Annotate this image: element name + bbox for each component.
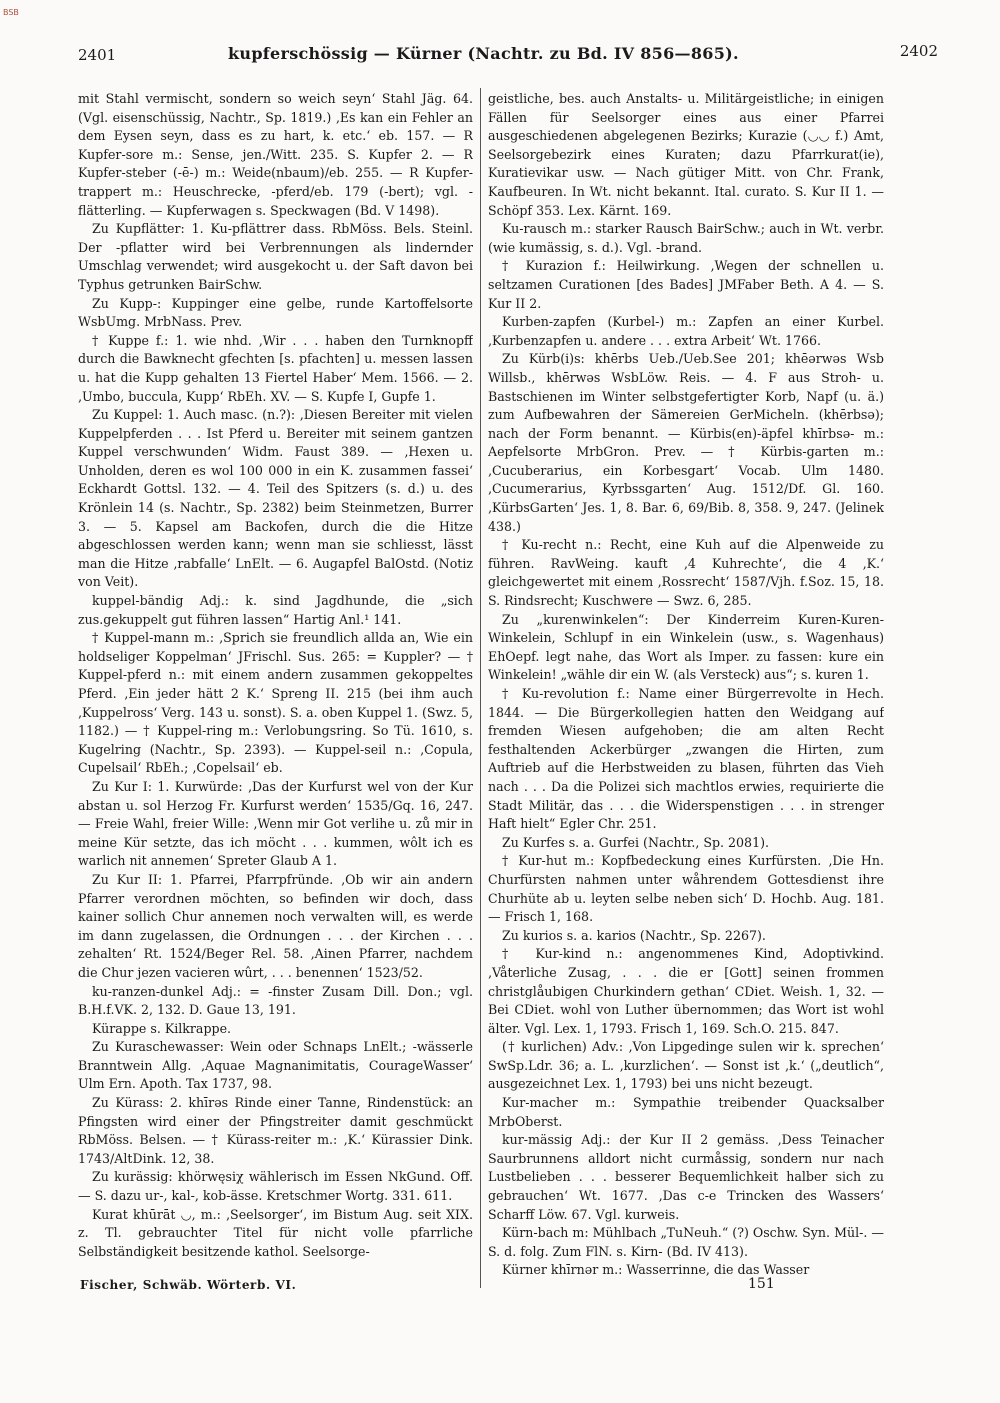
entry-paragraph: Zu kurios s. a. karios (Nachtr., Sp. 2267). [502,927,766,943]
page-header [78,40,938,66]
left-column [78,90,473,1295]
entry-paragraph: † Ku-revolution f.: Name einer Bürgerrevolte in Hech. 1844. — Die Bürgerkollegien hatten den Weidgang auf fremden Wiesen aufgehoben; die am alten Recht festhaltenden Ackerbürger „zwangen die Hirten, zum Auftrieb auf die Herbstweiden zu blasen, führten das Vieh nach . . . Da die Polizei sich machtlos erwies, requirierte die Stadt Militär, das . . . die Widerspenstigen . . . in strenger Haft hielt“ Egler Chr. 251. [488,686,884,832]
entry-paragraph: Kur-macher m.: Sympathie treibender Quacksalber MrbOberst. [488,1095,884,1129]
entry-paragraph: kur-mässig Adj.: der Kur II 2 gemäss. ‚Dess Teinacher Saurbrunnens alldort nicht curmåssig, sondern nur nach Lustbelieben . . . besserer Bequemlichkeit halber sich zu gebrauchen‘ Wt. 1677. ‚Das c-e Trincken des Wassers‘ Scharff Löw. 67. Vgl. kurweis. [488,1132,884,1222]
entry-paragraph: Kürn-bach m: Mühlbach „TuNeuh.“ (?) Oschw. Syn. Mül-. — S. d. folg. Zum FlN. s. Kirn- (Bd. IV 413). [488,1225,884,1259]
entry-paragraph: † Kuppe f.: 1. wie nhd. ‚Wir . . . haben den Turnknopff durch die Bawknecht gfechten [s. pfachten] u. messen lassen u. hat die Kupp gehalten 13 Fiertel Haber‘ Mem. 1566. — 2. ‚Umbo, buccula, Kupp‘ RbEh. XV. — S. Kupfe I, Gupfe 1. [78,332,473,404]
entry-paragraph: † Kur-kind n.: angenommenes Kind, Adoptivkind. ‚Våterliche Zusag, . . . die er [Gott] seinen frommen christglåubigen Churkindern gethan‘ CDiet. Weish. 1, 32. — Bei CDiet. wohl von Luther übernommen; das Wort ist wohl älter. Vgl. Lex. 1, 1793. Frisch 1, 169. Sch.O. 215. 847. [488,946,884,1036]
footer-sheet-number: 151 [748,1276,775,1292]
entry-paragraph: Zu Kupp-: Kuppinger eine gelbe, runde Kartoffelsorte WsbUmg. MrbNass. Prev. [78,295,473,330]
entry-paragraph: Zu Kuraschewasser: Wein oder Schnaps LnElt.; -wässerle Branntwein Allg. ‚Aquae Magnanimitatis, CouragеWasser‘ Ulm Ern. Apoth. Tax 1737, 98. [78,1039,473,1092]
entry-paragraph: Kürner khīrnər m.: Wasserrinne, die das Wasser [502,1262,810,1278]
entry-paragraph: Zu Kurfes s. a. Gurfei (Nachtr., Sp. 2081). [502,834,770,850]
entry-paragraph: Zu Kürb(i)s: khērbs Ueb./Ueb.See 201; khēərwəs Wsb Willsb., khērwəs WsbLöw. Reis. — 4. F aus Stroh- u. Bastschienen im Winter selbstgefertigter Korb, Napf (u. ä.) zum Aufbewahren der Sämereien GerMicheln. (khērbsə); nach der Form benannt. — Kürbis(en)-äpfel khīrbsə- m.: Aepfelsorte MrbGron. Prev. — † Kürbis-garten m.: ‚Cucuberarius, ein Korbesgart‘ Vocab. Ulm 1480. ‚Cucumerarius, Kyrbssgarten‘ Aug. 1512/Df. Gl. 160. ‚KürbsGarten‘ Jes. 1, 8. Bar. 6, 69/Bib. 8, 358. 9, 247. (Jelinek 438.) [488,351,884,534]
entry-paragraph: † Kuppel-mann m.: ‚Sprich sie freundlich allda an, Wie ein holdseliger Koppelman‘ JFrischl. Sus. 265: = Kuppler? — † Kuppel-pferd n.: mit einem andern zusammen gekoppeltes Pferd. ‚Ein jeder hätt 2 K.‘ Spreng II. 215 (bei ihm auch ‚Kuppelross‘ Verg. 143 u. sonst). S. a. oben Kuppel 1. (Swz. 5, 1182.) — † Kuppel-ring m.: Verlobungsring. So Tü. 1610, s. Kugelring (Nachtr., Sp. 2393). — Kuppel-seil n.: ‚Copula, Cupelsail‘ RbEh.; ‚Copelsail‘ eb. [78,630,473,776]
entry-paragraph: † Ku-recht n.: Recht, eine Kuh auf die Alpenweide zu führen. RavWeing. kauft ‚4 Kuhrechte‘, die 4 ‚K.‘ gleichgewertet mit einem ‚Rossrecht‘ 1587/Vjh. f.Soz. 15, 18. S. Rindsrecht; Kuschwere — Swz. 6, 285. [488,537,884,609]
running-title: kupferschössig — Kürner (Nachtr. zu Bd. IV 856—865). [228,44,739,63]
footer-author: Fischer, Schwäb. Wörterb. VI. [80,1278,297,1292]
entry-paragraph: geistliche, bes. auch Anstalts- u. Militärgeistliche; in einigen Fällen für Seelsorger eines aus einer Pfarrei ausgeschiedenen abgelegenen Bezirks; Kurazie (◡◡ f.) Amt, Seelsorgebezirk eines Kuraten; dazu Pfarrkurat(ie), Kuratievikar usw. — Nach gütiger Mitt. von Chr. Frank, Kaufbeuren. In Wt. nicht bekannt. Ital. curato. S. Kur II 1. — Schöpf 353. Lex. Kärnt. 169. [488,91,884,218]
entry-paragraph: kuppel-bändig Adj.: k. sind Jagdhunde, die „sich zus.gekuppelt gut führen lassen“ Hartig Anl.¹ 141. [78,593,473,627]
entry-paragraph: Zu Kürass: 2. khīrəs Rinde einer Tanne, Rindenstück: an Pfingsten wird einer der Pfingstreiter damit geschmückt RbMöss. Belsen. — † Kürass-reiter m.: ‚K.‘ Kürassier Dink. 1743/AltDink. 12, 38. [78,1095,473,1166]
entry-paragraph: mit Stahl vermischt, sondern so weich seyn‘ Stahl Jäg. 64. (Vgl. eisenschüssig, Nachtr., Sp. 1819.) ‚Es kan ein Fehler an dem Eysen seyn, dass es zu hart, k. etc.‘ eb. 157. — R Kupfer-sore m.: Sense, jen./Witt. 235. S. Kupfer 2. — R Kupfer-steber (-ē-) m.: Weide(nbaum)/eb. 255. — R Kupfer-trappert m.: Heuschrecke, -pferd/eb. 179 (-bert); vgl. -flätterling. — Kupferwagen s. Speckwagen (Bd. V 1498). [78,91,473,218]
entry-paragraph: Kurat khūrāt ◡, m.: ‚Seelsorger‘, im Bistum Aug. seit XIX. z. Tl. gebrauchter Titel für nicht volle pfarrliche Selbständigkeit besitzende kathol. Seelsorge- [78,1206,473,1259]
entry-paragraph: Zu Kur I: 1. Kurwürde: ‚Das der Kurfurst wel von der Kur abstan u. sol Herzog Fr. Kurfurst werden‘ 1535/Gq. 16, 247. — Freie Wahl, freier Wille: ‚Wenn mir Got verlihe u. zů mir in meine Kür setzte, das ich möcht . . . kummen, wôlt ich es warlich nit annemen‘ Spreter Glaub A 1. [78,778,473,869]
entry-paragraph: Zu Kuppel: 1. Auch masc. (n.?): ‚Diesen Bereiter mit vielen Kuppelpferden . . . Ist Pferd u. Bereiter mit seinem gantzen Kuppel verschwunden‘ Widm. Faust 389. — ‚Hexen u. Unholden, deren es wol 100 000 in ein K. zusammen fassei‘ Eckhardt Gottsl. 132. — 4. Teil des Spitzers (s. d.) u. des Krönlein 14 (s. Nachtr., Sp. 2382) beim Steinmetzen, Burrer 3. — 5. Kapsel am Backofen, durch die die Hitze abgeschlossen werden kann; wenn man sie schliesst, lässt man die Hitze ‚rabfalle‘ LnElt. — 6. Augapfel BalOstd. (Notiz von Veit). [78,407,473,590]
right-column [488,90,884,1295]
entry-paragraph: † Kurazion f.: Heilwirkung. ‚Wegen der schnellen u. seltzamen Curationen [des Bades] JMFaber Beth. A 4. — S. Kur II 2. [488,258,884,311]
entry-paragraph: Kürappe s. Kilkrappe. [92,1020,232,1036]
entry-paragraph: Kurben-zapfen (Kurbel-) m.: Zapfen an einer Kurbel. ‚Kurbenzapfen u. andere . . . extra Arbeit‘ Wt. 1766. [488,314,884,348]
entry-paragraph: Zu „kurenwinkelen“: Der Kinderreim Kuren-Kuren-Winkelein, Schlupf in ein Winkelein (usw., s. Wagenhaus) EhOepf. legt nahe, das Wort als Imper. zu fassen: kure ein Winkelein! „wähle dir ein W. (als Versteck) aus“; s. kuren 1. [488,611,884,683]
entry-paragraph: † Kur-hut m.: Kopfbedeckung eines Kurfürsten. ‚Die Hn. Churfürsten nahmen unter wåhrendem Gottesdienst ihre Churhüte ab u. leyten selbe neben sich‘ D. Hochb. Aug. 181. — Frisch 1, 168. [488,853,884,925]
library-stamp: BSB [3,8,19,17]
column-divider [480,88,481,1288]
entry-paragraph: († kurlichen) Adv.: ‚Von Lipgedinge sulen wir k. sprechen‘ SwSp.Ldr. 36; a. L. ‚kurzlichen‘. — Sonst ist ‚k.‘ („deutlich“, ausgezeichnet Lex. 1, 1793) bei uns nicht bezeugt. [488,1039,884,1092]
entry-paragraph: Zu kurässig: khörwęsiχ wählerisch im Essen NkGund. Off. — S. dazu ur-, kal-, kob-ässe. Kretschmer Wortg. 331. 611. [78,1169,473,1204]
page-number-left: 2401 [78,46,117,64]
entry-paragraph: ku-ranzen-dunkel Adj.: = -finster Zusam Dill. Don.; vgl. B.H.f.VK. 2, 132. D. Gaue 13, 191. [78,983,473,1018]
entry-paragraph: Zu Kupflätter: 1. Ku-pflättrer dass. RbMöss. Bels. Steinl. Der -pflatter wird bei Verbrennungen als lindernder Umschlag verwendet; wird ausgekocht u. der Saft davon bei Typhus getrunken BairSchw. [78,221,473,292]
entry-paragraph: Zu Kur II: 1. Pfarrei, Pfarrpfründe. ‚Ob wir ain andern Pfarrer verordnen möchten, so befinden wir doch, dass kainer sollich Chur annemen noch verwalten will, es werde im dann zugelassen, die Ordnungen . . . der Kirchen . . . zehalten‘ Rt. 1524/Beger Rel. 58. ‚Ainen Pfarrer, nachdem die Chur jezen vacieren wûrt, . . . benennen‘ 1523/52. [78,871,473,980]
page-number-right: 2402 [899,42,938,60]
entry-paragraph: Ku-rausch m.: starker Rausch BairSchw.; auch in Wt. verbr. (wie kumässig, s. d.). Vgl. -brand. [488,221,884,255]
